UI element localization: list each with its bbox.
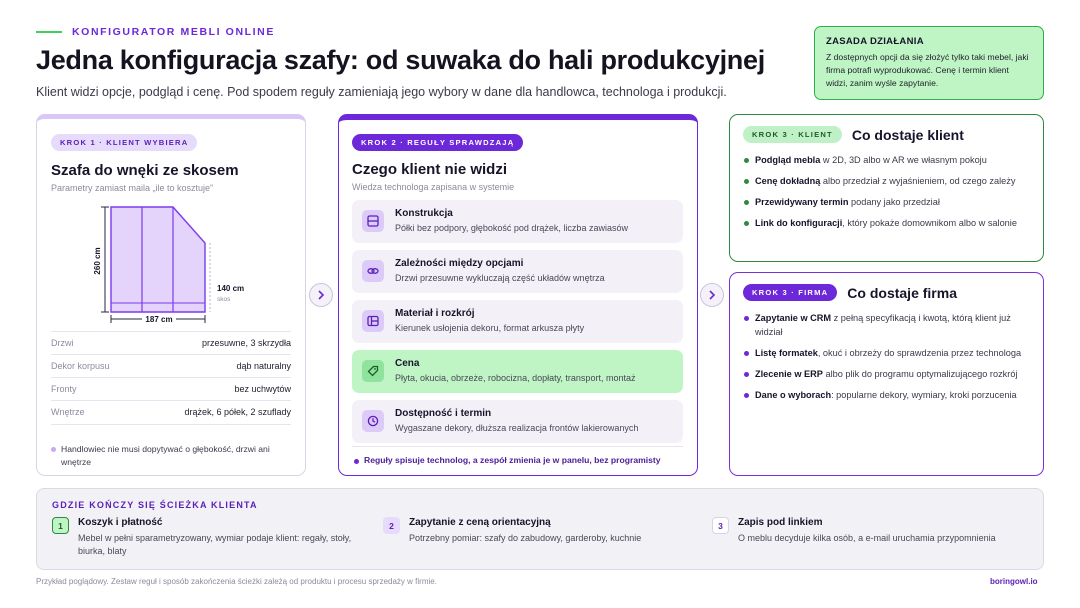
path-heading: GDZIE KOŃCZY SIĘ ŚCIEŻKA KLIENTA [52, 500, 258, 510]
slope-label: 140 cm [217, 284, 245, 293]
rule-box-body: Z dostępnych opcji da się złożyć tylko taki mebel, jaki firma potrafi wyprodukować. Cenę i termin klient widzi, zanim wyśle zapytanie. [826, 52, 1029, 88]
slope-sub-label: skos [217, 296, 231, 303]
rule-price [352, 350, 683, 393]
step1-title: Szafa do wnęki ze skosem [51, 162, 239, 179]
spec-divider [51, 424, 291, 425]
link-icon [362, 260, 384, 282]
eyebrow-line [36, 31, 62, 33]
spec-row-interior [51, 400, 291, 423]
list-item: Cenę dokładną albo przedział z wyjaśnieniem, od czego zależy [744, 174, 1034, 188]
wardrobe-drawing [47, 199, 297, 329]
step-number: 1 [52, 517, 69, 534]
spec-value: dąb naturalny [236, 361, 291, 371]
step1-note [51, 443, 291, 469]
rule-availability [352, 400, 683, 443]
width-label: 187 cm [145, 315, 173, 324]
rule-box [814, 26, 1044, 100]
rule-title: Dostępność i termin [395, 408, 492, 419]
step3-company-card [729, 272, 1044, 476]
rule-construction [352, 200, 683, 243]
tag-icon [362, 360, 384, 382]
rule-desc: Kierunek usłojenia dekoru, format arkusza płyty [395, 323, 585, 333]
client-benefits-list [744, 153, 1034, 230]
step3-company-pill: KROK 3 · FIRMA [743, 284, 837, 301]
construction-icon [362, 210, 384, 232]
step1-note-text: Handlowiec nie musi dopytywać o głębokość, drzwi ani wnętrze [61, 444, 270, 467]
step2-title: Czego klient nie widzi [352, 161, 508, 178]
clock-icon [362, 410, 384, 432]
spec-value: drążek, 6 półek, 2 szuflady [184, 407, 291, 417]
step3-client-title: Co dostaje klient [851, 126, 964, 143]
material-icon [362, 310, 384, 332]
rule-desc: Półki bez podpory, głębokość pod drążek, liczba zawiasów [395, 223, 628, 233]
spec-key: Drzwi [51, 338, 74, 348]
step-title: Zapytanie z ceną orientacyjną [409, 517, 551, 528]
step3-client-card [729, 114, 1044, 262]
spec-value: przesuwne, 3 skrzydła [201, 338, 291, 348]
step3-company-title: Co dostaje firma [847, 284, 957, 301]
brand-link[interactable]: boringowl.io [990, 577, 1038, 586]
arrow-right-icon [700, 283, 724, 307]
footer-note: Przykład poglądowy. Zestaw reguł i sposób zakończenia ścieżki zależą od produktu i procesu sprzedaży w firmie. [36, 577, 437, 586]
rule-box-heading: ZASADA DZIAŁANIA [826, 36, 924, 47]
step-desc: Potrzebny pomiar: szafy do zabudowy, garderoby, kuchnie [409, 533, 642, 543]
height-label: 260 cm [93, 247, 102, 275]
step2-footer [352, 446, 683, 465]
list-item: Zapytanie w CRM z pełną specyfikacją i kwotą, którą klient już widział [744, 311, 1034, 339]
eyebrow-text: KONFIGURATOR MEBLI ONLINE [72, 26, 275, 38]
step-desc: Mebel w pełni sparametryzowany, wymiar podaje klient: regały, stoły, biurka, blaty [78, 533, 352, 556]
step2-card [338, 114, 698, 476]
spec-row-doors [51, 331, 291, 354]
rule-title: Zależności między opcjami [395, 258, 524, 269]
step-number: 2 [383, 517, 400, 534]
list-item: Listę formatek, okuć i obrzeży do sprawdzenia przez technologa [744, 346, 1034, 360]
step1-pill: KROK 1 · KLIENT WYBIERA [51, 134, 197, 151]
spec-key: Dekor korpusu [51, 361, 110, 371]
bullet-dot [354, 459, 359, 464]
page-title: Jedna konfiguracja szafy: od suwaka do hali produkcyjnej [36, 45, 765, 75]
list-item: Zlecenie w ERP albo plik do programu optymalizującego rozkrój [744, 367, 1034, 381]
step2-subtitle: Wiedza technologa zapisana w systemie [352, 182, 515, 192]
step1-card [36, 114, 306, 476]
step3-client-pill: KROK 3 · KLIENT [743, 126, 842, 143]
list-item: Podgląd mebla w 2D, 3D albo w AR we własnym pokoju [744, 153, 1034, 167]
rule-dependencies [352, 250, 683, 293]
client-path-panel [36, 488, 1044, 570]
step-title: Zapis pod linkiem [738, 517, 823, 528]
eyebrow [36, 26, 275, 38]
spec-row-decor [51, 354, 291, 377]
arrow-right-icon [309, 283, 333, 307]
rule-material [352, 300, 683, 343]
bullet-dot [51, 447, 56, 452]
company-benefits-list [744, 311, 1034, 402]
spec-row-fronts [51, 377, 291, 400]
list-item: Link do konfiguracji, który pokaże domownikom albo w salonie [744, 216, 1034, 230]
step-number: 3 [712, 517, 729, 534]
spec-key: Fronty [51, 384, 77, 394]
rule-title: Materiał i rozkrój [395, 308, 475, 319]
rule-desc: Wygaszane dekory, dłuższa realizacja frontów lakierowanych [395, 423, 639, 433]
rule-desc: Drzwi przesuwne wykluczają część układów wnętrza [395, 273, 605, 283]
spec-value: bez uchwytów [234, 384, 291, 394]
list-item: Przewidywany termin podany jako przedział [744, 195, 1034, 209]
step2-footer-text: Reguły spisuje technolog, a zespół zmienia je w panelu, bez programisty [364, 455, 661, 465]
step-title: Koszyk i płatność [78, 517, 163, 528]
page-subtitle: Klient widzi opcje, podgląd i cenę. Pod spodem reguły zamieniają jego wybory w dane dla handlowca, technologa i produkcji. [36, 85, 727, 99]
rule-desc: Płyta, okucia, obrzeże, robocizna, dopłaty, transport, montaż [395, 373, 636, 383]
step1-subtitle: Parametry zamiast maila „ile to kosztuje” [51, 183, 214, 193]
list-item: Dane o wyborach: popularne dekory, wymiary, kroki porzucenia [744, 388, 1034, 402]
rule-title: Konstrukcja [395, 208, 453, 219]
wardrobe-body [111, 207, 205, 312]
rule-title: Cena [395, 358, 420, 369]
spec-key: Wnętrze [51, 407, 85, 417]
step2-pill: KROK 2 · REGUŁY SPRAWDZAJĄ [352, 134, 523, 151]
step-desc: O meblu decyduje kilka osób, a e-mail uruchamia przypomnienia [738, 533, 996, 543]
